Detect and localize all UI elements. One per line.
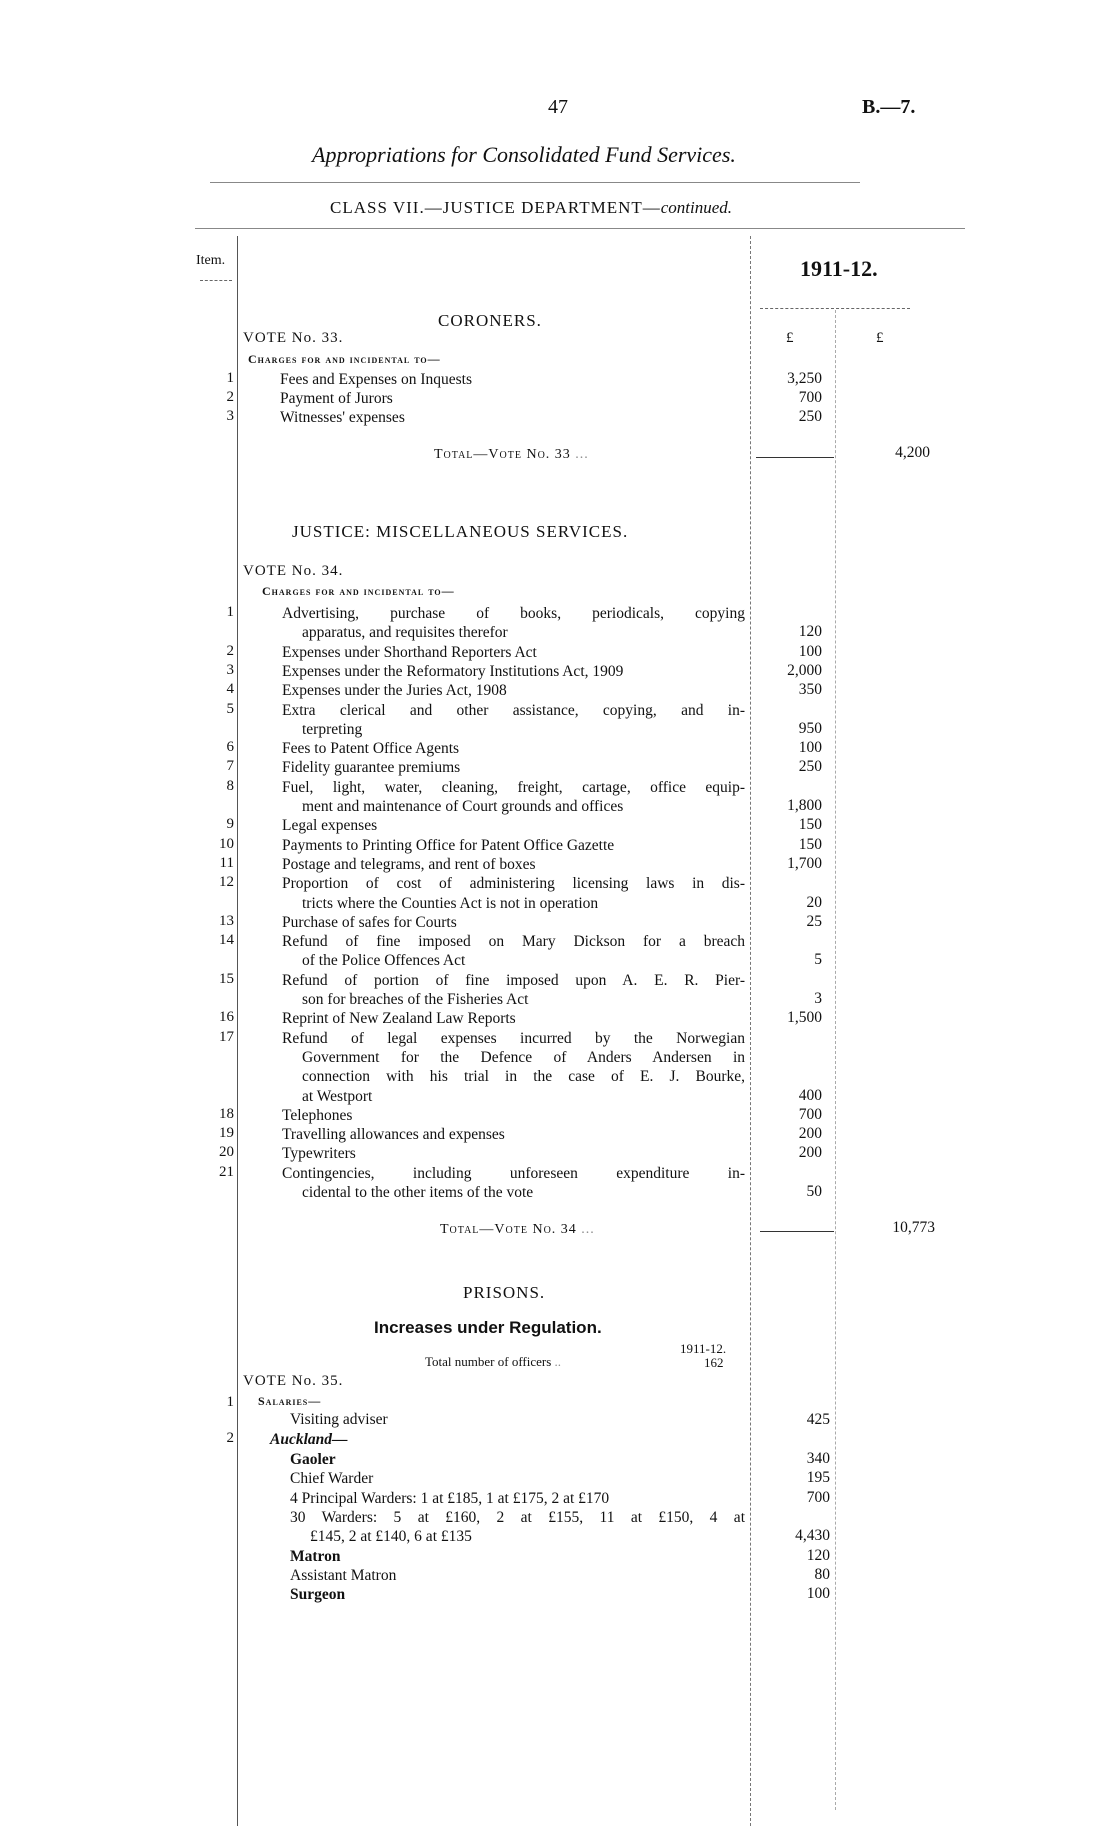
line-item-amount: 200 [798, 1125, 822, 1143]
vote-33-total-rule [756, 457, 834, 458]
leader-dots: .. [554, 1354, 562, 1369]
line-item-description: terpreting [302, 720, 363, 738]
pound-symbol: £ [876, 330, 884, 346]
pound-symbol: £ [786, 330, 794, 346]
line-item-amount: 700 [798, 1105, 822, 1123]
salary-description: Surgeon [290, 1586, 346, 1604]
salary-description: Matron [290, 1547, 341, 1565]
coroners-title: CORONERS. [438, 311, 542, 330]
line-item-description: Government for the Defence of Anders Andersen in [302, 1048, 745, 1066]
line-item-amount: 950 [798, 719, 822, 737]
item-number: 1 [226, 604, 234, 620]
officers-label-text: Total number of officers [425, 1354, 552, 1369]
line-item-amount: 150 [798, 816, 822, 834]
line-item-amount: 350 [798, 681, 822, 699]
item-number: 21 [219, 1163, 234, 1180]
line-item-amount: 700 [798, 389, 822, 406]
line-item-description: Travelling allowances and expenses [282, 1126, 505, 1144]
vote-34-total-label [440, 1222, 595, 1238]
line-item-description: connection with his trial in the case of E. J. Bourke, [302, 1068, 745, 1086]
item-number: 1 [226, 1394, 234, 1410]
item-number: 2 [226, 642, 234, 659]
line-item-description: Reprint of New Zealand Law Reports [282, 1010, 516, 1028]
line-item-description: Fuel, light, water, cleaning, freight, cartage, office equip- [282, 778, 745, 796]
leader-dots: ... [581, 1222, 595, 1237]
salaries-heading: Salaries— [258, 1394, 322, 1408]
line-item-description: Expenses under the Juries Act, 1908 [282, 682, 507, 700]
vote-34-label: VOTE No. 34. [243, 563, 344, 579]
line-item-amount: 50 [806, 1183, 822, 1200]
item-number: 15 [219, 970, 234, 987]
line-item-amount: 400 [798, 1086, 822, 1104]
visiting-adviser-label: Visiting adviser [290, 1411, 388, 1428]
salary-amount: 700 [806, 1488, 830, 1506]
vote-33-total: 4,200 [895, 444, 930, 461]
salary-description: 4 Principal Warders: 1 at £185, 1 at £175, 2 at £170 [290, 1489, 610, 1507]
line-item-description: Expenses under the Reformatory Institutions Act, 1909 [282, 662, 624, 680]
item-number: 10 [219, 835, 234, 852]
salary-amount: 4,430 [795, 1527, 830, 1545]
line-item-amount: 1,800 [787, 797, 822, 814]
line-item-amount: 2,000 [787, 661, 822, 679]
line-item-description: Advertising, purchase of books, periodicals, copying [282, 605, 745, 622]
vote-33-total-label [434, 447, 589, 463]
line-item-description: Postage and telegrams, and rent of boxes [282, 855, 536, 873]
line-item-description: Witnesses' expenses [280, 409, 405, 426]
salary-description: Assistant Matron [290, 1566, 397, 1584]
salary-description: Chief Warder [290, 1470, 374, 1488]
line-item-description: Refund of portion of fine imposed upon A. E. R. Pier- [282, 971, 745, 989]
line-item-amount: 100 [798, 642, 822, 660]
page-number: 47 [548, 96, 568, 118]
salary-description: 30 Warders: 5 at £160, 2 at £155, 11 at £150, 4 at [290, 1508, 745, 1526]
line-item-description: apparatus, and requisites therefor [302, 624, 508, 642]
line-item-amount: 100 [798, 739, 822, 757]
item-number: 2 [226, 389, 234, 405]
line-item-amount: 20 [806, 893, 822, 911]
line-item-description: Refund of legal expenses incurred by the Norwegian [282, 1029, 745, 1047]
total-column-divider [835, 310, 836, 1810]
line-item-description: Typewriters [282, 1145, 356, 1163]
salary-amount: 340 [806, 1450, 830, 1467]
item-number: 8 [226, 777, 234, 794]
item-number: 2 [226, 1430, 234, 1446]
vote-33-charges-heading: Charges for and incidental to— [248, 352, 441, 366]
item-number: 17 [219, 1028, 234, 1045]
line-item-description: Purchase of safes for Courts [282, 913, 457, 931]
vote-34-charges-heading: Charges for and incidental to— [262, 584, 455, 598]
line-item-description: Legal expenses [282, 817, 378, 835]
justice-misc-title: JUSTICE: MISCELLANEOUS SERVICES. [292, 522, 629, 541]
increases-heading: Increases under Regulation. [374, 1318, 602, 1337]
item-number: 7 [226, 758, 234, 775]
line-item-description: Payment of Jurors [280, 390, 393, 407]
amount-column-divider [750, 236, 751, 1826]
vote-33-total-text: Total—Vote No. 33 [434, 447, 571, 462]
item-number: 13 [219, 912, 234, 929]
item-header-rule [200, 280, 232, 281]
item-number: 3 [226, 408, 234, 424]
vote-34-total-text: Total—Vote No. 34 [440, 1222, 577, 1237]
line-item-amount: 250 [798, 758, 822, 776]
line-item-amount: 25 [806, 912, 822, 930]
line-item-amount: 1,700 [787, 854, 822, 872]
item-number: 4 [226, 681, 234, 698]
year-column-header: 1911-12. [800, 256, 878, 281]
item-number: 1 [226, 370, 234, 386]
item-number: 3 [226, 661, 234, 678]
vote-34-total: 10,773 [892, 1219, 935, 1236]
salary-amount: 80 [814, 1565, 830, 1583]
class-title-suffix: continued. [660, 198, 733, 217]
item-column-header: Item. [196, 253, 226, 268]
line-item-description: Fees and Expenses on Inquests [280, 371, 472, 388]
leader-dots: ... [575, 447, 589, 462]
document-reference: B.—7. [862, 96, 916, 118]
vote-33-label: VOTE No. 33. [243, 330, 344, 346]
line-item-description: Expenses under Shorthand Reporters Act [282, 643, 537, 661]
title-rule [210, 182, 860, 183]
salary-amount: 100 [806, 1585, 830, 1603]
class-title [330, 198, 732, 218]
line-item-description: Payments to Printing Office for Patent Office Gazette [282, 836, 615, 854]
item-number: 6 [226, 739, 234, 756]
vote-34-total-rule [760, 1231, 834, 1232]
line-item-description: Refund of fine imposed on Mary Dickson for a breach [282, 933, 745, 951]
item-column-divider [237, 236, 238, 1826]
line-item-description: at Westport [302, 1087, 373, 1105]
line-item-description: Extra clerical and other assistance, copying, and in- [282, 701, 745, 719]
line-item-amount: 3 [814, 990, 822, 1007]
line-item-amount: 3,250 [787, 370, 822, 387]
item-number: 11 [219, 854, 234, 871]
line-item-amount: 5 [814, 951, 822, 969]
page-title: Appropriations for Consolidated Fund Services. [312, 142, 736, 167]
item-number: 5 [226, 700, 234, 717]
line-item-description: son for breaches of the Fisheries Act [302, 991, 529, 1008]
line-item-amount: 200 [798, 1144, 822, 1162]
auckland-heading: Auckland— [270, 1431, 348, 1448]
item-number: 12 [219, 874, 234, 891]
year-header-rule [760, 308, 910, 309]
line-item-description: of the Police Offences Act [302, 952, 466, 970]
officers-label [425, 1354, 561, 1370]
visiting-adviser-amount: 425 [806, 1411, 830, 1428]
officers-count: 162 [704, 1355, 724, 1370]
line-item-description: Proportion of cost of administering licensing laws in dis- [282, 875, 745, 893]
line-item-description: Fidelity guarantee premiums [282, 759, 461, 777]
salary-description: Gaoler [290, 1451, 336, 1468]
vote-35-label: VOTE No. 35. [243, 1373, 344, 1389]
line-item-description: Fees to Patent Office Agents [282, 740, 460, 758]
officers-year: 1911-12. [680, 1341, 727, 1356]
item-number: 20 [219, 1144, 234, 1161]
line-item-description: cidental to the other items of the vote [302, 1184, 534, 1201]
line-item-amount: 250 [798, 408, 822, 425]
item-number: 14 [219, 932, 234, 949]
line-item-description: Contingencies, including unforeseen expenditure in- [282, 1164, 745, 1182]
class-title-main: CLASS VII.—JUSTICE DEPARTMENT— [330, 198, 661, 217]
line-item-description: tricts where the Counties Act is not in operation [302, 894, 599, 912]
header-rule [195, 228, 965, 229]
salary-description: £145, 2 at £140, 6 at £135 [310, 1528, 472, 1546]
line-item-amount: 120 [798, 623, 822, 641]
line-item-amount: 150 [798, 835, 822, 853]
item-number: 18 [219, 1105, 234, 1122]
line-item-amount: 1,500 [787, 1009, 822, 1027]
item-number: 19 [219, 1125, 234, 1142]
item-number: 9 [226, 816, 234, 833]
line-item-description: ment and maintenance of Court grounds and offices [302, 798, 624, 815]
line-item-description: Telephones [282, 1106, 353, 1124]
item-number: 16 [219, 1009, 234, 1026]
salary-amount: 120 [806, 1546, 830, 1564]
salary-amount: 195 [806, 1469, 830, 1487]
prisons-title: PRISONS. [463, 1283, 546, 1302]
